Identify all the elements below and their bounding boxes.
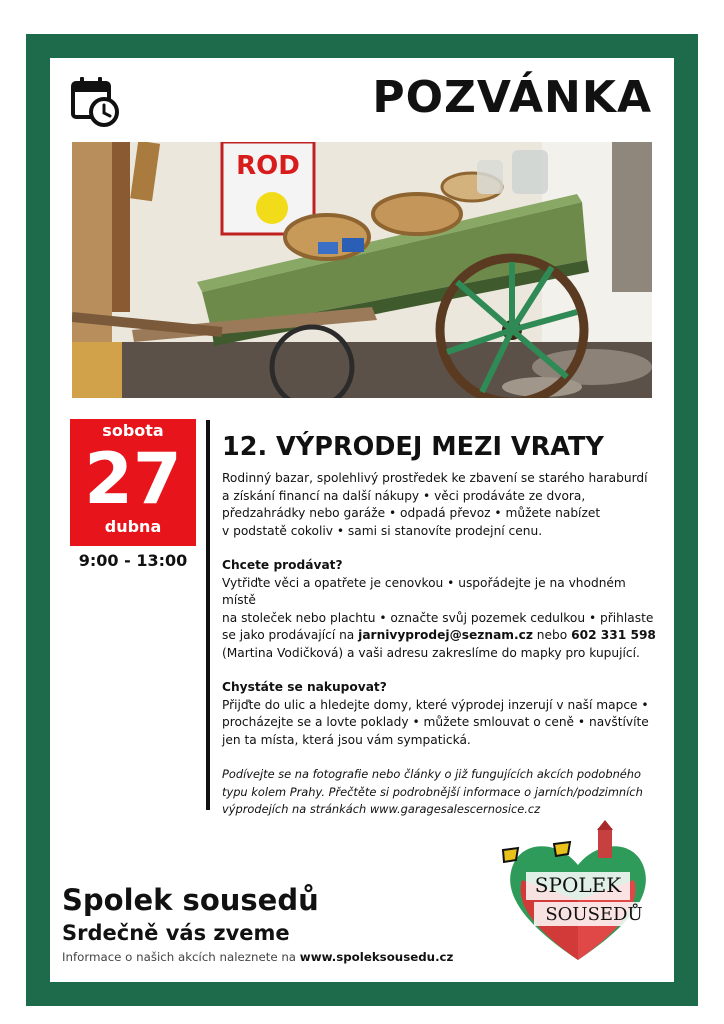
note-line: Podívejte se na fotografie nebo články o již fungujících akcích podobného: [222, 767, 641, 781]
buy-line: Přijďte do ulic a hledejte domy, které výprodej inzerují v naší mapce •: [222, 697, 649, 712]
sell-text: nebo: [532, 628, 572, 642]
footer-info-text: Informace o našich akcích naleznete na: [62, 950, 300, 964]
note-line: typu kolem Prahy. Přečtěte si podrobnější informace o jarních/podzimních: [222, 784, 643, 799]
footer-title: Spolek sousedů: [62, 883, 319, 917]
event-content: [222, 430, 662, 819]
page-title: POZVÁNKA: [372, 72, 652, 123]
website-link[interactable]: www.spoleksousedu.cz: [299, 950, 454, 964]
spolek-sousedu-logo: [498, 820, 660, 970]
intro-line: předzahrádky nebo garáže • odpadá převoz • můžete nabízet: [222, 506, 601, 520]
buy-heading: Chystáte se nakupovat?: [222, 680, 387, 694]
sell-line: na stoleček nebo plachtu • označte svůj pozemek cedulkou • přihlaste: [222, 610, 654, 625]
svg-text:ROD: ROD: [236, 151, 300, 181]
date-month: dubna: [104, 517, 162, 536]
date-day-number: 27: [84, 438, 182, 520]
cart-photo: [72, 142, 652, 398]
svg-text:SPOLEK: SPOLEK: [534, 873, 622, 897]
calendar-clock-icon: [70, 74, 120, 128]
sell-line: Vytřiďte věci a opatřete je cenovkou • uspořádejte je na vhodném místě: [222, 575, 626, 607]
buy-line: jen ta místa, která jsou vám sympatická.: [222, 732, 471, 747]
footer-info: [62, 948, 453, 966]
date-box: [70, 419, 196, 546]
sell-text: se jako prodávající na: [222, 628, 359, 642]
sell-line: [222, 627, 662, 645]
footer-subtitle: Srdečně vás zveme: [62, 921, 290, 945]
svg-text:SOUSEDŮ: SOUSEDŮ: [545, 904, 643, 925]
intro-line: Rodinný bazar, spolehlivý prostředek ke zbavení se starého haraburdí: [222, 471, 648, 485]
buy-line: procházejte se a lovte poklady • můžete smlouvat o ceně • navštívíte: [222, 715, 649, 729]
event-time: 9:00 - 13:00: [78, 551, 188, 570]
note-line: výprodejích na stránkách www.garagesalescernosice.cz: [222, 802, 541, 816]
contact-email[interactable]: jarnivyprodej@seznam.cz: [358, 628, 533, 642]
event-headline: 12. VÝPRODEJ MEZI VRATY: [222, 432, 604, 462]
intro-line: v podstatě cokoliv • sami si stanovíte prodejní cenu.: [222, 523, 543, 538]
intro-line: a získání financí na další nákupy • věci prodáváte ze dvora,: [222, 488, 586, 503]
sell-heading: Chcete prodávat?: [222, 558, 343, 572]
contact-phone[interactable]: 602 331 598: [571, 628, 656, 642]
vertical-divider: [206, 420, 210, 810]
date-day-name: sobota: [102, 421, 164, 440]
sell-line: (Martina Vodičková) a vaši adresu zakreslíme do mapky pro kupující.: [222, 645, 640, 660]
